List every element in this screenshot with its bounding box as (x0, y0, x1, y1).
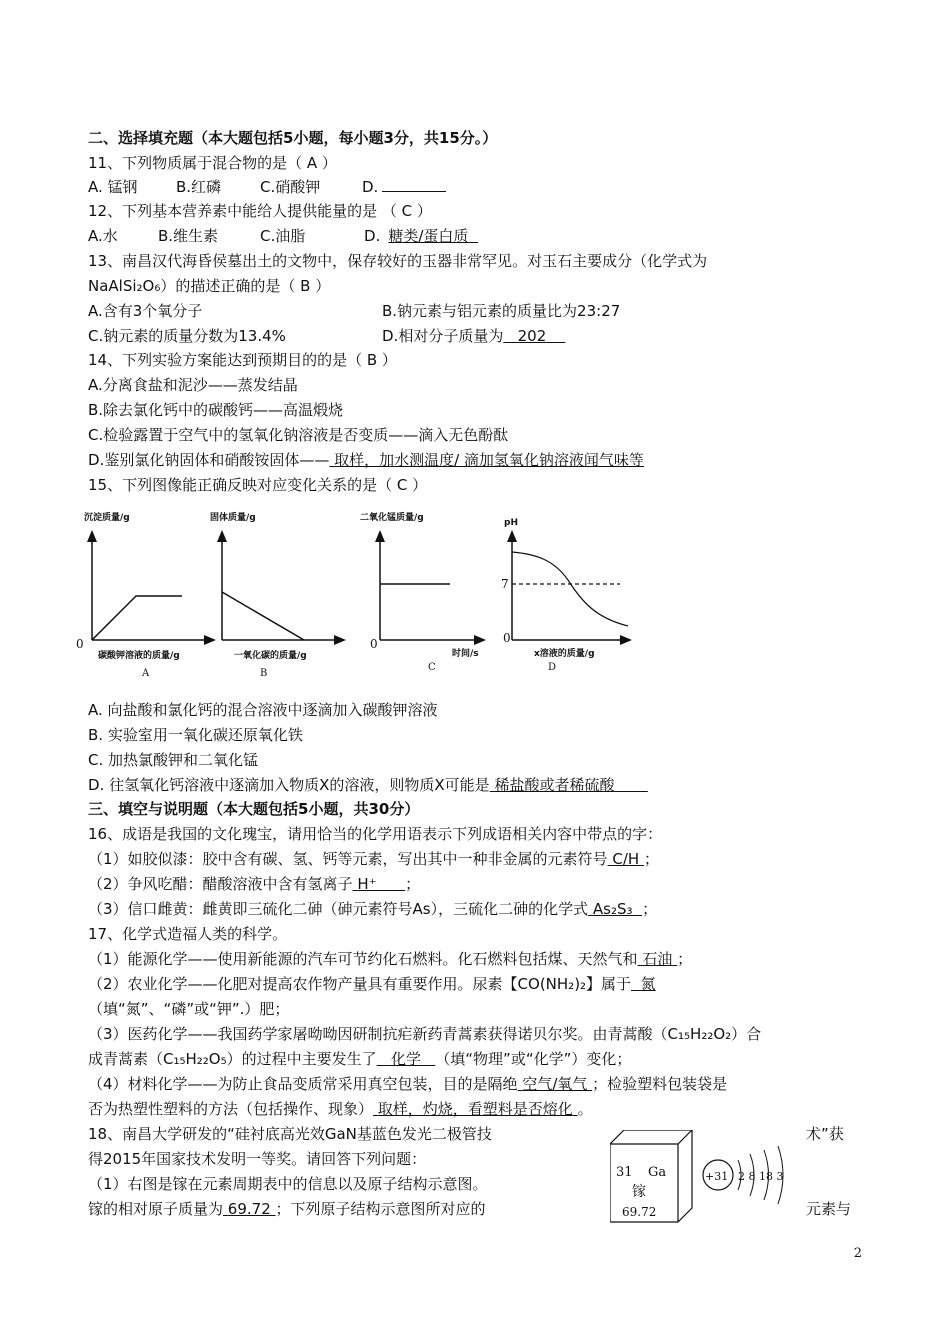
q18-line2: 得2015年国家技术发明一等奖。请回答下列问题： (88, 1150, 427, 1168)
q14-option-d-text: D.鉴别氯化钠固体和硝酸铵固体—— (88, 451, 330, 469)
q17-answer4b: 取样，灼烧，看塑料是否熔化 (377, 1100, 573, 1118)
q17-part2-text: （2）农业化学——化肥对提高农作物产量具有重要作用。尿素【CO(NH₂)₂】属于 (88, 975, 632, 993)
q16-part1-text: （1）如胶似漆：胶中含有碳、氢、钙等元素，写出其中一种非金属的元素符号 (88, 850, 608, 868)
section3-heading: 三、填空与说明题（本大题包括5小题，共30分） (88, 800, 420, 818)
q11-option-c: C.硝酸钾 (260, 178, 321, 196)
q17-part3-suffix: （填“物理”或“化学”）变化； (435, 1050, 632, 1068)
q11-option-a: A. 锰钢 (88, 178, 138, 196)
q15-option-b: B. 实验室用一氧化碳还原氧化铁 (88, 726, 303, 744)
element-name: 镓 (632, 1184, 646, 1200)
element-mass: 69.72 (622, 1205, 657, 1219)
graph-d (496, 508, 636, 687)
q13-option-b: B.钠元素与铝元素的质量比为23:27 (382, 302, 621, 320)
q16-part3-text: （3）信口雌黄：雌黄即三硫化二砷（砷元素符号As），三硫化二砷的化学式 (88, 900, 589, 918)
q12-options (88, 226, 478, 246)
q17-part1-text: （1）能源化学——使用新能源的汽车可节约化石燃料。化石燃料包括煤、天然气和 (88, 950, 638, 968)
q17-part4-text2: 否为热塑性塑料的方法（包括操作、现象） (88, 1100, 374, 1118)
q17-part4-line2: 否为热塑性塑料的方法（包括操作、现象） 取样，灼烧，看塑料是否熔化 。 (88, 1100, 593, 1118)
graph-d-origin: 0 (503, 631, 511, 645)
graph-d-ylabel: pH (504, 518, 518, 528)
graph-b-xlabel: 一氧化碳的质量/g (234, 651, 307, 661)
q13-option-a: A.含有3个氧分子 (88, 302, 203, 320)
electron-shells: 2 8 18 3 (738, 1170, 784, 1183)
q13-answer: 202 (517, 327, 547, 345)
q17-part1: （1）能源化学——使用新能源的汽车可节约化石燃料。化石燃料包括煤、天然气和 石油 ； (88, 950, 693, 968)
q14-stem: 14、下列实验方案能达到预期目的的是（ B ） (88, 351, 397, 369)
q18-line4 (88, 1199, 486, 1219)
graph-c (360, 508, 500, 687)
q16-stem: 16、成语是我国的文化瑰宝，请用恰当的化学用语表示下列成语相关内容中带点的字： (88, 825, 663, 843)
graph-a-xlabel: 碳酸钾溶液的质量/g (98, 651, 180, 661)
q13-option-d: D.相对分子质量为 (382, 327, 504, 345)
q17-answer3: 化学 (390, 1050, 421, 1068)
q14-option-a: A.分离食盐和泥沙——蒸发结晶 (88, 376, 298, 394)
q17-part4-text: （4）材料化学——为防止食品变质常采用真空包装，目的是隔绝 (88, 1075, 518, 1093)
q16-answer2: H⁺ (357, 875, 377, 893)
q13-option-c: C.钠元素的质量分数为13.4% (88, 327, 286, 345)
q17-part3-text: 成青蒿素（C₁₅H₂₂O₅）的过程中主要发生了 (88, 1050, 377, 1068)
graph-d-mark: 7 (501, 577, 509, 591)
q15-option-c: C. 加热氯酸钾和二氧化锰 (88, 751, 259, 769)
q18-line4-text: 镓的相对原子质量为 (88, 1200, 224, 1218)
q12-option-a: A.水 (88, 227, 118, 245)
q15-option-a: A. 向盐酸和氯化钙的混合溶液中逐滴加入碳酸钾溶液 (88, 701, 438, 719)
graph-a-caption: A (142, 668, 150, 679)
q14-option-c: C.检验露置于空气中的氢氧化钠溶液是否变质——滴入无色酚酞 (88, 426, 509, 444)
q11-stem: 11、下列物质属于混合物的是（ A ） (88, 154, 337, 172)
graph-d-curve (512, 552, 628, 626)
q16-part3: （3）信口雌黄：雌黄即三硫化二砷（砷元素符号As），三硫化二砷的化学式 As₂S₃ ； (88, 900, 658, 918)
section2-heading: 二、选择填充题（本大题包括5小题，每小题3分，共15分。） (88, 129, 498, 147)
graph-c-origin: 0 (370, 637, 378, 651)
graph-d-xlabel: x溶液的质量/g (534, 649, 595, 659)
q16-part2: （2）争风吃醋：醋酸溶液中含有氢离子 H⁺ ； (88, 875, 421, 893)
q18-line3: （1）右图是镓在元素周期表中的信息以及原子结构示意图。 (88, 1175, 488, 1193)
graph-a-ylabel: 沉淀质量/g (84, 513, 130, 523)
q14-answer: 取样，加水测温度/ 滴加氢氧化钠溶液闻气味等 (334, 451, 644, 469)
q18-line4-suffix: ；下列原子结构示意图所对应的 (275, 1200, 486, 1218)
q11-options (88, 177, 446, 197)
gallium-figure (610, 1130, 810, 1234)
q11-option-d: D. (362, 178, 379, 196)
q12-option-d: D. (364, 227, 381, 245)
q18-line1: 18、南昌大学研发的“硅衬底高光效GaN基蓝色发光二极管技 (88, 1125, 492, 1143)
q17-answer2: 氮 (640, 975, 656, 993)
q17-part2-line1 (88, 974, 656, 994)
q18-line4-end: 元素与 (806, 1200, 852, 1218)
graph-b-curve (222, 592, 304, 640)
graph-d-caption: D (548, 662, 557, 673)
q12-option-c: C.油脂 (260, 227, 306, 245)
q18-answer1: 69.72 (227, 1200, 271, 1218)
graph-b (200, 508, 360, 687)
q16-answer3: As₂S₃ (592, 900, 633, 918)
q17-part3-line2 (88, 1049, 631, 1069)
q17-stem: 17、化学式造福人类的科学。 (88, 925, 288, 943)
element-symbol: Ga (648, 1165, 667, 1180)
graph-c-caption: C (428, 662, 436, 673)
q11-blank (382, 177, 446, 192)
q14-option-b: B.除去氯化钙中的碳酸钙——高温煅烧 (88, 401, 344, 419)
q11-option-b: B.红磷 (176, 178, 222, 196)
graph-a-curve (92, 596, 182, 640)
q12-option-b: B.维生素 (158, 227, 219, 245)
nucleus-charge: +31 (705, 1170, 729, 1183)
q14-option-d (88, 450, 644, 470)
q12-answer: 糖类/蛋白质 (388, 227, 469, 245)
q17-part4-line1 (88, 1074, 727, 1094)
q16-answer1: C/H (612, 850, 640, 868)
q17-answer1: 石油 (642, 950, 673, 968)
q15-option-d-text: D. 往氢氧化钙溶液中逐滴加入物质X的溶液，则物质X可能是 (88, 776, 490, 794)
q16-part1: （1）如胶似漆：胶中含有碳、氢、钙等元素，写出其中一种非金属的元素符号 C/H ； (88, 850, 659, 868)
q13-stem-line2: NaAlSi₂O₆）的描述正确的是（ B ） (88, 277, 331, 295)
q13-row1 (88, 301, 620, 321)
q13-row2 (88, 326, 565, 346)
q17-part4-suffix: ；检验塑料包装袋是 (592, 1075, 728, 1093)
graph-c-xlabel: 时间/s (452, 649, 479, 659)
graph-c-ylabel: 二氧化锰质量/g (360, 513, 424, 523)
graph-b-caption: B (260, 668, 268, 679)
q17-part2-line2: （填“氮”、“磷”或“钾”.）肥； (88, 1000, 290, 1018)
q18-line1-end: 术”获 (806, 1125, 844, 1143)
q13-stem-line1: 13、南昌汉代海昏侯墓出土的文物中，保存较好的玉器非常罕见。对玉石主要成分（化学式为 (88, 252, 708, 270)
q17-answer4a: 空气/氧气 (522, 1075, 588, 1093)
graph-b-ylabel: 固体质量/g (210, 513, 256, 523)
graph-a-origin: 0 (76, 637, 84, 651)
q15-option-d (88, 775, 648, 795)
q15-stem: 15、下列图像能正确反映对应变化关系的是（ C ） (88, 476, 428, 494)
element-number: 31 (616, 1165, 633, 1180)
q12-stem: 12、下列基本营养素中能给人提供能量的是 （ C ） (88, 202, 432, 220)
page-number: 2 (853, 1246, 862, 1261)
q17-part3-line1: （3）医药化学——我国药学家屠呦呦因研制抗疟新药青蒿素获得诺贝尔奖。由青蒿酸（C₁₅H₂₂O₂）合 (88, 1025, 762, 1043)
q15-answer: 稀盐酸或者稀硫酸 (494, 776, 615, 794)
q16-part2-text: （2）争风吃醋：醋酸溶液中含有氢离子 (88, 875, 353, 893)
